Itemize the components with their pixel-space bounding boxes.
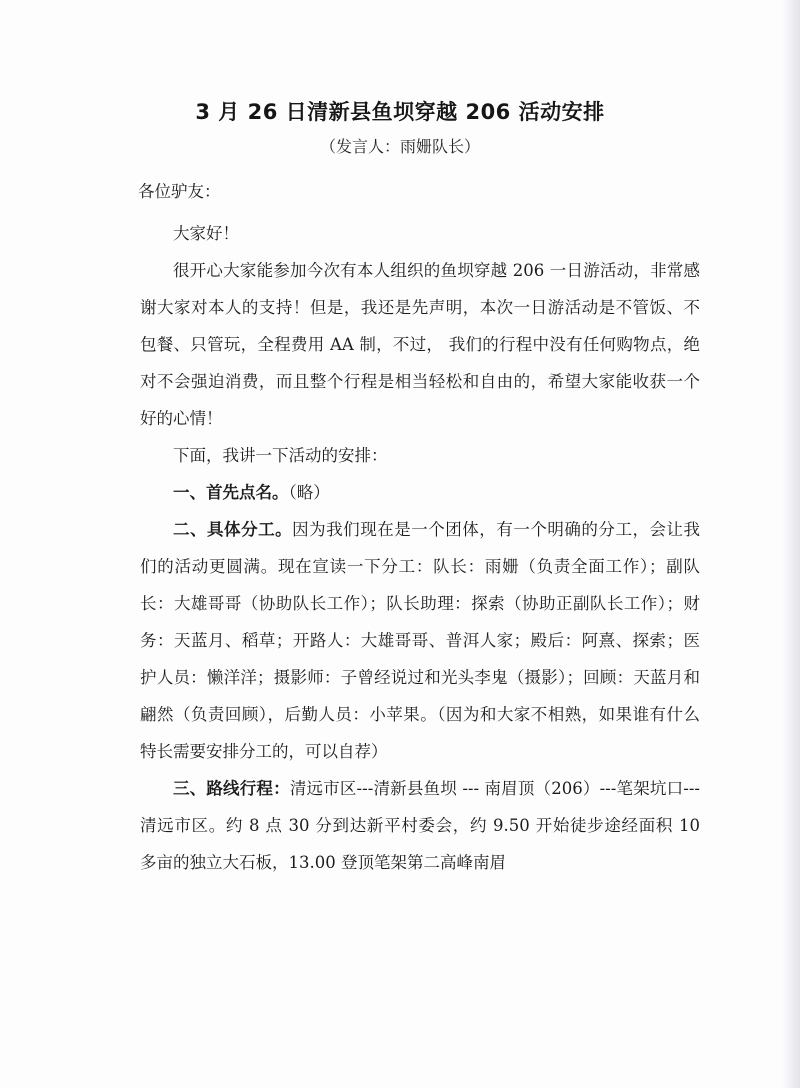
section-3 [140,770,700,881]
salutation: 各位驴友： [138,182,221,201]
section-2-heading: 二、具体分工。 [173,520,293,539]
greeting: 大家好！ [173,224,239,243]
section-3-text: 清远市区---清新县鱼坝 --- 南眉顶（206）---笔架坑口---清远市区。约 8 点 30 分到达新平村委会，约 9.50 开始徒步途经面积 10 多亩的独立大石板，13.00 登顶笔架第二高峰南眉 [140,779,700,872]
section-2-text: 因为我们现在是一个团体，有一个明确的分工，会让我们的活动更圆满。现在宣读一下分工：队长：雨姗（负责全面工作）；副队长：大雄哥哥（协助队长工作）；队长助理：探索（协助正副队长工作）；财务：天蓝月、稻草；开路人：大雄哥哥、普洱人家；殿后：阿熹、探索；医护人员：懒洋洋；摄影师：子曾经说过和光头李鬼（摄影）；回顾：天蓝月和翩然（负责回顾），后勤人员：小苹果。（因为和大家不相熟，如果谁有什么特长需要安排分工的，可以自荐） [140,520,701,761]
arrangement-intro: 下面，我讲一下活动的安排： [173,446,388,465]
section-1-heading: 一、首先点名。 [173,483,289,502]
page-edge-shadow [782,0,800,1088]
section-3-heading: 三、路线行程： [173,779,290,798]
document-title: 3 月 26 日清新县鱼坝穿越 206 活动安排 [195,100,605,124]
section-1-text: （略） [288,483,330,502]
document-body [140,215,700,881]
section-2 [140,511,700,770]
section-1 [140,474,700,511]
intro-paragraph: 很开心大家能参加今次有本人组织的鱼坝穿越 206 一日游活动，非常感谢大家对本人的支持！但是，我还是先声明，本次一日游活动是不管饭、不包餐、只管玩，全程费用 AA 制，不过， 我们的行程中没有任何购物点，绝对不会强迫消费，而且整个行程是相当轻松和自由的，希望大家能收获一个好的心情！ [140,261,700,428]
speaker-line: （发言人：雨姗队长） [319,137,480,156]
